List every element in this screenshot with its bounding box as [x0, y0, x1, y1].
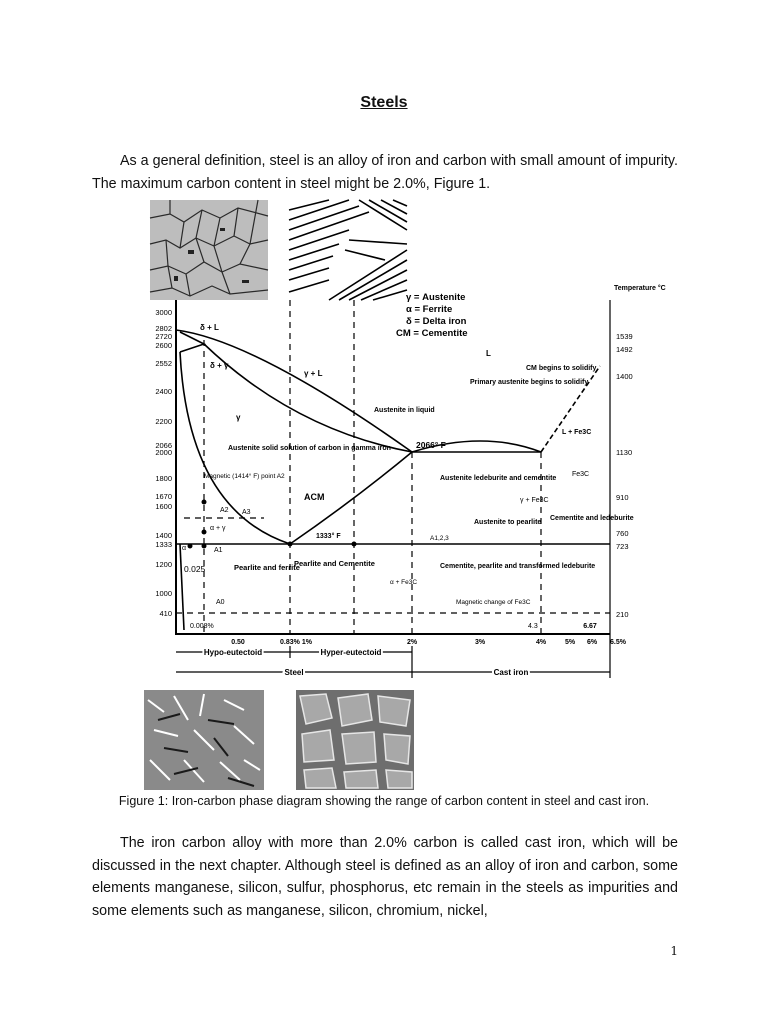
- rtick-1539: 1539: [616, 332, 633, 341]
- label-austenite-solid: Austenite solid solution of carbon in gamma iron: [228, 445, 391, 452]
- tick-1400: 1400: [155, 531, 172, 540]
- label-austenite-liquid: Austenite in liquid: [374, 407, 435, 414]
- label-gamma-fe3c: γ + Fe3C: [520, 497, 549, 504]
- tick-2552: 2552: [155, 359, 172, 368]
- tick-3000: 3000: [155, 308, 172, 317]
- right-axis-ticks: [616, 332, 633, 619]
- btick-083: 0.83% 1%: [280, 639, 312, 646]
- label-magnetic-change: Magnetic change of Fe3C: [456, 599, 531, 606]
- right-axis-title: Temperature °C: [614, 285, 666, 292]
- intro-paragraph: As a general definition, steel is an alloy of iron and carbon with small amount of impurity. The maximum carbon content in steel might be 2.0%, Figure 1.: [92, 153, 678, 192]
- label-a123: A1,2,3: [430, 535, 449, 542]
- region-labels: [182, 323, 634, 630]
- martensite-micrograph-image: [144, 690, 264, 790]
- btick-2: 2%: [406, 639, 418, 646]
- label-alpha-gamma: α + γ: [210, 525, 226, 532]
- label-a3: A3: [242, 509, 251, 516]
- legend-cementite: CM = Cementite: [396, 328, 468, 339]
- tick-2600: 2600: [155, 341, 172, 350]
- label-c43: 4.3: [528, 623, 538, 630]
- label-c0008: 0.008%: [190, 623, 214, 630]
- btick-050: 0.50: [231, 639, 245, 646]
- btick-667: 6.67: [583, 623, 597, 630]
- tick-2720: 2720: [155, 332, 172, 341]
- label-alpha: α: [182, 545, 187, 552]
- label-gamma: γ: [236, 413, 241, 422]
- rtick-760: 760: [616, 529, 629, 538]
- label-delta-gamma: δ + γ: [210, 361, 229, 370]
- tick-410: 410: [159, 609, 172, 618]
- label-acm: ACM: [304, 492, 325, 502]
- page-number: 1: [670, 944, 678, 958]
- label-eutectoid-temp: 1333° F: [316, 533, 341, 540]
- label-a1: A1: [214, 547, 223, 554]
- label-hyper: Hyper-eutectoid: [320, 648, 382, 657]
- label-pearlite-ferrite: Pearlite and ferrite: [234, 563, 300, 572]
- label-gamma-l: γ + L: [304, 369, 323, 378]
- rtick-1492: 1492: [616, 345, 633, 354]
- rtick-910: 910: [616, 493, 629, 502]
- label-magnetic-point: Magnetic (1414° F) point A2: [204, 473, 285, 480]
- rtick-723: 723: [616, 542, 629, 551]
- label-primary-austenite: Primary austenite begins to solidify: [470, 379, 589, 386]
- legend: [396, 292, 468, 339]
- tick-2400: 2400: [155, 387, 172, 396]
- btick-65: 6.5%: [610, 639, 626, 646]
- rtick-1400: 1400: [616, 372, 633, 381]
- tick-1000: 1000: [155, 589, 172, 598]
- tick-2200: 2200: [155, 417, 172, 426]
- label-alpha-fe3c: α + Fe3C: [390, 579, 418, 586]
- tick-1600: 1600: [155, 502, 172, 511]
- label-pearlite-cem: Pearlite and Cementite: [294, 559, 375, 568]
- figure-caption: Figure 1: Iron-carbon phase diagram showing the range of carbon content in steel and cast iron.: [118, 794, 650, 808]
- solidus: [204, 344, 412, 452]
- cast-iron-micrograph-image: [296, 690, 414, 790]
- tick-2000: 2000: [155, 448, 172, 457]
- btick-4: 4%: [535, 639, 547, 646]
- btick-5: 5%: [564, 639, 576, 646]
- label-c0025: 0.025: [184, 564, 206, 574]
- label-l-fe3c: L + Fe3C: [562, 429, 592, 436]
- rtick-1130: 1130: [616, 448, 633, 457]
- label-eutectic-temp: 2066° F: [416, 440, 446, 450]
- tick-1333: 1333: [155, 540, 172, 549]
- label-cast-iron: Cast iron: [493, 668, 529, 677]
- legend-delta-iron: δ = Delta iron: [406, 316, 467, 327]
- tick-2802: 2802: [155, 324, 172, 333]
- tick-1670: 1670: [155, 492, 172, 501]
- tick-1200: 1200: [155, 560, 172, 569]
- label-a0: A0: [216, 599, 225, 606]
- label-steel: Steel: [284, 668, 304, 677]
- tick-1800: 1800: [155, 474, 172, 483]
- page-title: Steels: [360, 94, 408, 111]
- btick-3: 3%: [474, 639, 486, 646]
- solvus-ferrite: [180, 544, 187, 630]
- label-delta-l: δ + L: [200, 323, 219, 332]
- cast-iron-paragraph: The iron carbon alloy with more than 2.0% carbon is called cast iron, which will be discussed in the next chapter. Although steel is defined as an alloy of iron and carbon, some elements manganese, silicon, sulfur, phosphorus, etc remain in the steels as impurities and some elements such as manganese, silicon, chromium, nickel,: [92, 835, 678, 919]
- label-aus-pearlite: Austenite to pearlite: [474, 519, 542, 526]
- iron-carbon-phase-diagram: [144, 280, 666, 680]
- legend-austenite: γ = Austenite: [406, 292, 466, 303]
- tick-2066: 2066: [155, 441, 172, 450]
- legend-ferrite: α = Ferrite: [406, 304, 453, 315]
- liquidus-left: [176, 330, 412, 452]
- label-l: L: [486, 349, 491, 358]
- label-aus-led-cem: Austenite ledeburite and cementite: [440, 475, 557, 482]
- label-cm-begins: CM begins to solidify: [526, 365, 597, 372]
- left-axis-ticks: [155, 308, 172, 618]
- critical-points: [188, 500, 357, 549]
- rtick-210: 210: [616, 610, 629, 619]
- label-cem-pearlite: Cementite, pearlite and transformed ledeburite: [440, 563, 596, 570]
- label-cem-led: Cementite and ledeburite: [550, 515, 634, 522]
- btick-6: 6%: [586, 639, 598, 646]
- label-fe3c: Fe3C: [572, 471, 590, 478]
- label-hypo: Hypo-eutectoid: [203, 648, 263, 657]
- label-a2: A2: [220, 507, 229, 514]
